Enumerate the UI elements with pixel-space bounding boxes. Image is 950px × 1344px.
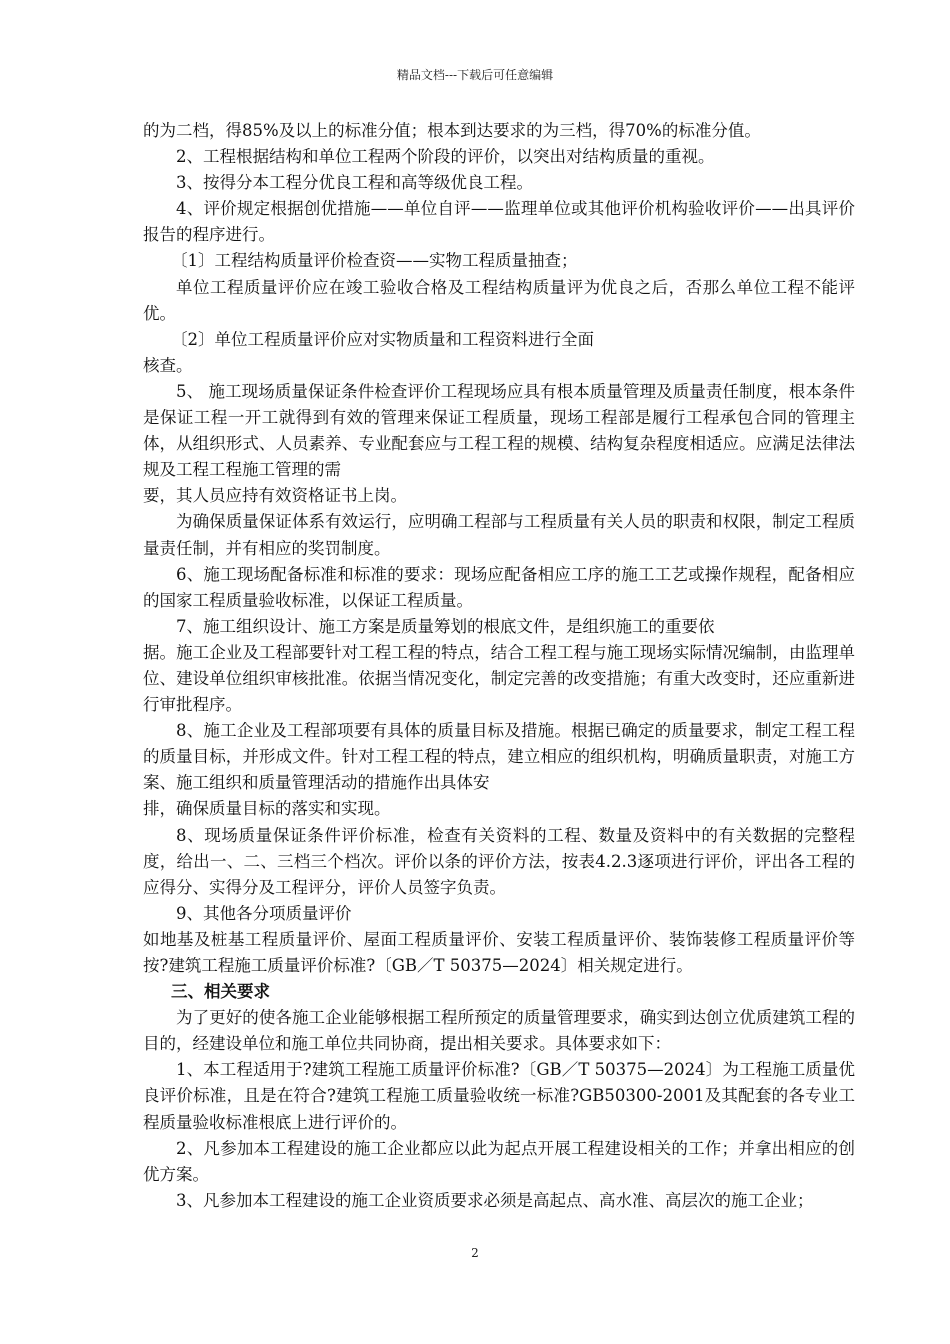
paragraph: 2、凡参加本工程建设的施工企业都应以此为起点开展工程建设相关的工作；并拿出相应的创优方案。 xyxy=(143,1138,856,1184)
paragraph: 〔2〕单位工程质量评价应对实物质量和工程资料进行全面 核查。 xyxy=(143,329,594,375)
paragraph: 4、评价规定根据创优措施——单位自评——监理单位或其他评价机构验收评价——出具评价报告的程序进行。 xyxy=(143,199,856,245)
page-number: 2 xyxy=(471,1246,479,1260)
paragraph: 单位工程质量评价应在竣工验收合格及工程结构质量评为优良之后，否那么单位工程不能评优。 xyxy=(143,277,856,323)
document-body xyxy=(143,118,855,1214)
paragraph: 的为二档，得85%及以上的标准分值；根本到达要求的为三档，得70%的标准分值。 xyxy=(143,121,761,140)
paragraph: 7、施工组织设计、施工方案是质量筹划的根底文件，是组织施工的重要依 据。施工企业及工程部要针对工程工程的特点，结合工程工程与施工现场实际情况编制，由监理单位、建设单位组织审核批准。依据当情况变化，制定完善的改变措施；有重大改变时，还应重新进行审批程序。 xyxy=(143,616,856,715)
paragraph: 1、本工程适用于?建筑工程施工质量评价标准?〔GB／T 50375—2024〕为工程施工质量优良评价标准，且是在符合?建筑工程施工质量验收统一标准?GB50300-2001及其配套的各专业工程质量验收标准根底上进行评价的。 xyxy=(143,1060,856,1132)
paragraph: 6、施工现场配备标准和标准的要求：现场应配备相应工序的施工工艺或操作规程，配备相应的国家工程质量验收标准，以保证工程质量。 xyxy=(143,564,856,610)
paragraph: 为了更好的使各施工企业能够根据工程所预定的质量管理要求，确实到达创立优质建筑工程的目的，经建设单位和施工单位共同协商，提出相关要求。具体要求如下： xyxy=(143,1008,855,1054)
paragraph: 5、 施工现场质量保证条件检查评价工程现场应具有根本质量管理及质量责任制度，根本条件是保证工程一开工就得到有效的管理来保证工程质量，现场工程部是履行工程承包合同的管理主体，从组织形式、人员素养、专业配套应与工程工程的规模、结构复杂程度相适应。应满足法律法规及工程工程施工管理的需 要，其人员应持有效资格证书上岗。 xyxy=(143,381,856,506)
section-heading: 三、相关要求 xyxy=(171,982,270,1002)
page-header: 精品文档---下载后可任意编辑 xyxy=(396,68,554,82)
paragraph: 8、施工企业及工程部项要有具体的质量目标及措施。根据已确定的质量要求，制定工程工程的质量目标，并形成文件。针对工程工程的特点，建立相应的组织机构，明确质量职责，对施工方案、施工组织和质量管理活动的措施作出具体安 排，确保质量目标的落实和实现。 xyxy=(143,721,856,819)
paragraph: 3、凡参加本工程建设的施工企业资质要求必须是高起点、高水准、高层次的施工企业； xyxy=(176,1190,814,1210)
paragraph: 8、现场质量保证条件评价标准，检查有关资料的工程、数量及资料中的有关数据的完整程度，给出一、二、三档三个档次。评价以条的评价方法，按表4.2.3逐项进行评价，评出各工程的应得分、实得分及工程评分，评价人员签字负责。 xyxy=(143,825,856,897)
paragraph: 〔1〕工程结构质量评价检查资——实物工程质量抽查； xyxy=(171,251,578,271)
paragraph: 为确保质量保证体系有效运行，应明确工程部与工程质量有关人员的职责和权限，制定工程质量责任制，并有相应的奖罚制度。 xyxy=(143,512,855,558)
paragraph: 2、工程根据结构和单位工程两个阶段的评价，以突出对结构质量的重视。 xyxy=(176,147,715,167)
paragraph: 3、按得分本工程分优良工程和高等级优良工程。 xyxy=(176,173,533,193)
paragraph: 9、其他各分项质量评价 如地基及桩基工程质量评价、屋面工程质量评价、安装工程质量评价、装饰装修工程质量评价等按?建筑工程施工质量评价标准?〔GB／T 50375—2024〕相关规定进行。 xyxy=(143,903,856,975)
